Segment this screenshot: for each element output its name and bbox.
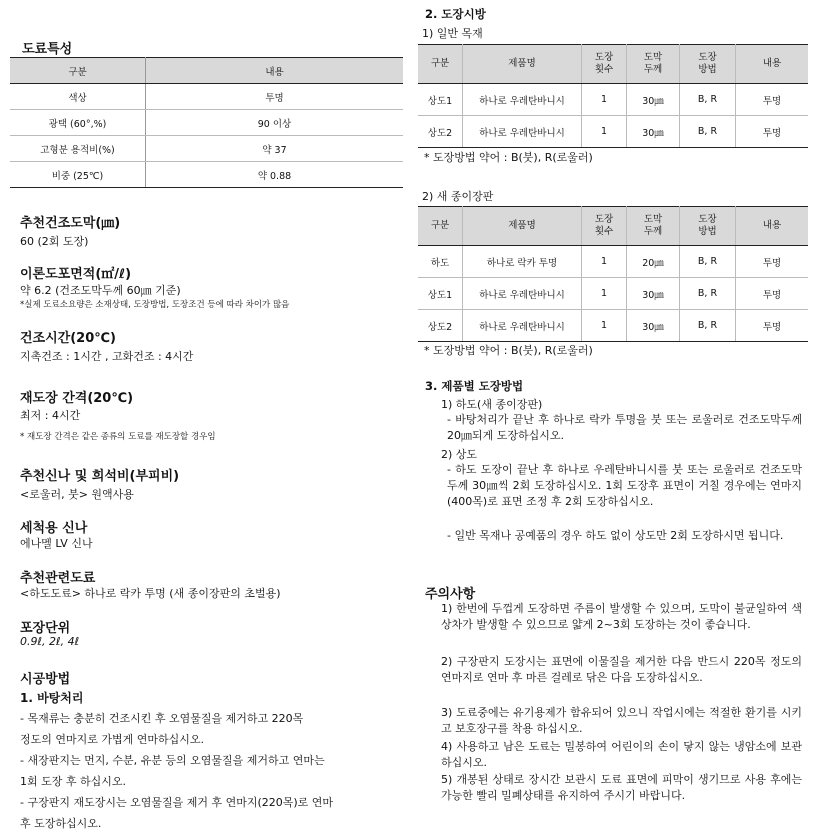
table-row <box>10 136 403 162</box>
paper-title: 2) 새 종이장판 <box>422 190 494 203</box>
table-header: 구분 <box>418 207 463 246</box>
film-title: 추천건조도막(㎛) <box>20 216 121 231</box>
prep-line: 정도의 연마지로 가볍게 연마하십시오. <box>20 733 205 746</box>
table-header: 도막 두께 <box>627 45 680 84</box>
table-cell: B, R <box>680 310 736 342</box>
table-cell: 비중 (25℃) <box>10 162 146 188</box>
table-row <box>418 246 808 278</box>
table-cell: 상도2 <box>418 116 463 148</box>
spread-title: 이론도포면적(㎡/ℓ) <box>20 267 132 282</box>
wood-title: 1) 일반 목재 <box>422 27 483 40</box>
table-cell: 30㎛ <box>627 116 680 148</box>
spec-header-category: 구분 <box>10 58 146 84</box>
table-cell: B, R <box>680 246 736 278</box>
table-cell: B, R <box>680 84 736 116</box>
dry-title: 건조시간(20℃) <box>20 331 116 346</box>
table-cell: 약 37 <box>146 136 404 162</box>
table-header: 제품명 <box>463 45 582 84</box>
table-cell: 1 <box>582 246 627 278</box>
table-row <box>10 162 403 188</box>
table-row <box>10 84 403 110</box>
table-row <box>418 278 808 310</box>
spec-title: 도료특성 <box>22 42 73 57</box>
s3-item2-title: 2) 상도 <box>441 448 478 461</box>
related-title: 추천관련도료 <box>20 571 96 586</box>
prep-line: - 구장판지 재도장시는 오염물질을 제거 후 연마지(220목)로 연마 <box>20 796 334 809</box>
recoat-value: 최저 : 4시간 <box>20 409 81 422</box>
dry-value: 지촉건조 : 1시간 , 고화건조 : 4시간 <box>20 350 194 363</box>
table-cell: 하도 <box>418 246 463 278</box>
table-cell: 20㎛ <box>627 246 680 278</box>
prep-title: 1. 바탕처리 <box>20 691 84 705</box>
table-cell: 광택 (60°,%) <box>10 110 146 136</box>
table-cell: 하나로 우레탄바니시 <box>463 116 582 148</box>
table-cell: 투명 <box>736 278 809 310</box>
table-row <box>418 310 808 342</box>
thinner-value: <로울러, 붓> 원액사용 <box>20 488 134 501</box>
method-note: * 도장방법 약어 : B(붓), R(로울러) <box>424 151 593 164</box>
section2-title: 2. 도장시방 <box>425 7 486 21</box>
paper-table <box>418 206 808 342</box>
table-header: 내용 <box>736 45 809 84</box>
table-cell: 30㎛ <box>627 278 680 310</box>
table-cell: 1 <box>582 84 627 116</box>
table-cell: 고형분 용적비(%) <box>10 136 146 162</box>
s3-item1-title: 1) 하도(새 종이장판) <box>441 398 543 411</box>
table-header: 내용 <box>736 207 809 246</box>
table-cell: 30㎛ <box>627 310 680 342</box>
table-cell: 30㎛ <box>627 84 680 116</box>
table-cell: 상도1 <box>418 84 463 116</box>
table-header: 도장 방법 <box>680 207 736 246</box>
prep-line: - 새장판지는 먼지, 수분, 유분 등의 오염물질을 제거하고 연마는 <box>20 754 325 767</box>
table-cell: 1 <box>582 116 627 148</box>
caution-item: 5) 개봉된 상태로 장시간 보관시 도료 표면에 피막이 생기므로 사용 후에는 가능한 빨리 밀폐상태를 유지하여 주시기 바랍니다. <box>441 773 802 802</box>
caution-title: 주의사항 <box>425 587 476 602</box>
pack-value: 0.9ℓ, 2ℓ, 4ℓ <box>20 635 80 648</box>
table-cell: 투명 <box>146 84 404 110</box>
caution-item: 1) 한번에 두껍게 도장하면 주름이 발생할 수 있으며, 도막이 불균일하여 색상차가 발생할 수 있으므로 얇게 2~3회 도장하는 것이 좋습니다. <box>441 602 802 631</box>
caution-item: 4) 사용하고 남은 도료는 밀봉하여 어린이의 손이 닿지 않는 냉암소에 보관하십시오. <box>441 740 802 769</box>
film-value: 60 (2회 도장) <box>20 235 89 248</box>
table-cell: 약 0.88 <box>146 162 404 188</box>
wash-value: 에나멜 LV 신나 <box>20 537 93 550</box>
method-note: * 도장방법 약어 : B(붓), R(로울러) <box>424 344 593 357</box>
spread-value: 약 6.2 (건조도막두께 60㎛ 기준) <box>20 284 181 297</box>
recoat-note: * 재도장 간격은 같은 종류의 도료를 재도장할 경우임 <box>20 432 216 442</box>
s3-item1-text: - 바탕처리가 끝난 후 하나로 락카 투명을 붓 또는 로울러로 건조도막두께 20㎛되게 도장하십시오. <box>447 413 802 442</box>
table-header: 도장 횟수 <box>582 45 627 84</box>
table-row <box>418 116 808 148</box>
pack-title: 포장단위 <box>20 621 71 636</box>
table-header: 구분 <box>418 45 463 84</box>
table-row <box>10 110 403 136</box>
table-cell: 90 이상 <box>146 110 404 136</box>
table-cell: 투명 <box>736 246 809 278</box>
table-cell: 1 <box>582 310 627 342</box>
table-cell: B, R <box>680 116 736 148</box>
table-cell: 투명 <box>736 84 809 116</box>
method-title: 시공방법 <box>20 672 71 687</box>
table-cell: 하나로 락카 투명 <box>463 246 582 278</box>
spec-table <box>10 57 403 188</box>
table-cell: 투명 <box>736 116 809 148</box>
table-cell: 상도2 <box>418 310 463 342</box>
s3-item2-text: - 일반 목재나 공예품의 경우 하도 없이 상도만 2회 도장하시면 됩니다. <box>447 529 784 542</box>
table-row <box>418 84 808 116</box>
table-cell: 1 <box>582 278 627 310</box>
table-header: 도장 방법 <box>680 45 736 84</box>
table-header: 제품명 <box>463 207 582 246</box>
table-cell: 색상 <box>10 84 146 110</box>
section3-title: 3. 제품별 도장방법 <box>425 379 524 393</box>
wash-title: 세척용 신나 <box>20 521 88 536</box>
table-header: 도막 두께 <box>627 207 680 246</box>
caution-item: 2) 구장판지 도장시는 표면에 이물질을 제거한 다음 반드시 220목 정도의 연마지로 연마 후 마른 걸레로 닦은 다음 도장하십시오. <box>441 655 802 684</box>
table-cell: 투명 <box>736 310 809 342</box>
table-header: 도장 횟수 <box>582 207 627 246</box>
spec-header-content: 내용 <box>146 58 404 84</box>
prep-line: - 목재류는 충분히 건조시킨 후 오염물질을 제거하고 220목 <box>20 712 304 725</box>
recoat-title: 재도장 간격(20℃) <box>20 391 134 406</box>
table-cell: 하나로 우레탄바니시 <box>463 310 582 342</box>
related-value: <하도도료> 하나로 락카 투명 (새 종이장판의 초벌용) <box>20 587 281 600</box>
thinner-title: 추천신나 및 희석비(부피비) <box>20 469 180 484</box>
table-cell: 상도1 <box>418 278 463 310</box>
prep-line: 후 도장하십시오. <box>20 817 102 830</box>
table-cell: B, R <box>680 278 736 310</box>
caution-item: 3) 도료중에는 유기용제가 함유되어 있으니 작업시에는 적절한 환기를 시키고 보호장구를 착용 하십시오. <box>441 706 802 735</box>
wood-table <box>418 44 808 148</box>
table-cell: 하나로 우레탄바니시 <box>463 84 582 116</box>
spread-note: *실제 도료소요량은 소재상태, 도장방법, 도장조건 등에 따라 차이가 많음 <box>20 300 290 310</box>
s3-item2-text: - 하도 도장이 끝난 후 하나로 우레탄바니시를 붓 또는 로울러로 건조도막두께 30㎛씩 2회 도장하십시오. 1회 도장후 표면이 거칠 경우에는 연마지(400목)로 표면 조정 후 2회 도장하십시오. <box>447 463 802 508</box>
table-cell: 하나로 우레탄바니시 <box>463 278 582 310</box>
prep-line: 1회 도장 후 하십시오. <box>20 775 126 788</box>
